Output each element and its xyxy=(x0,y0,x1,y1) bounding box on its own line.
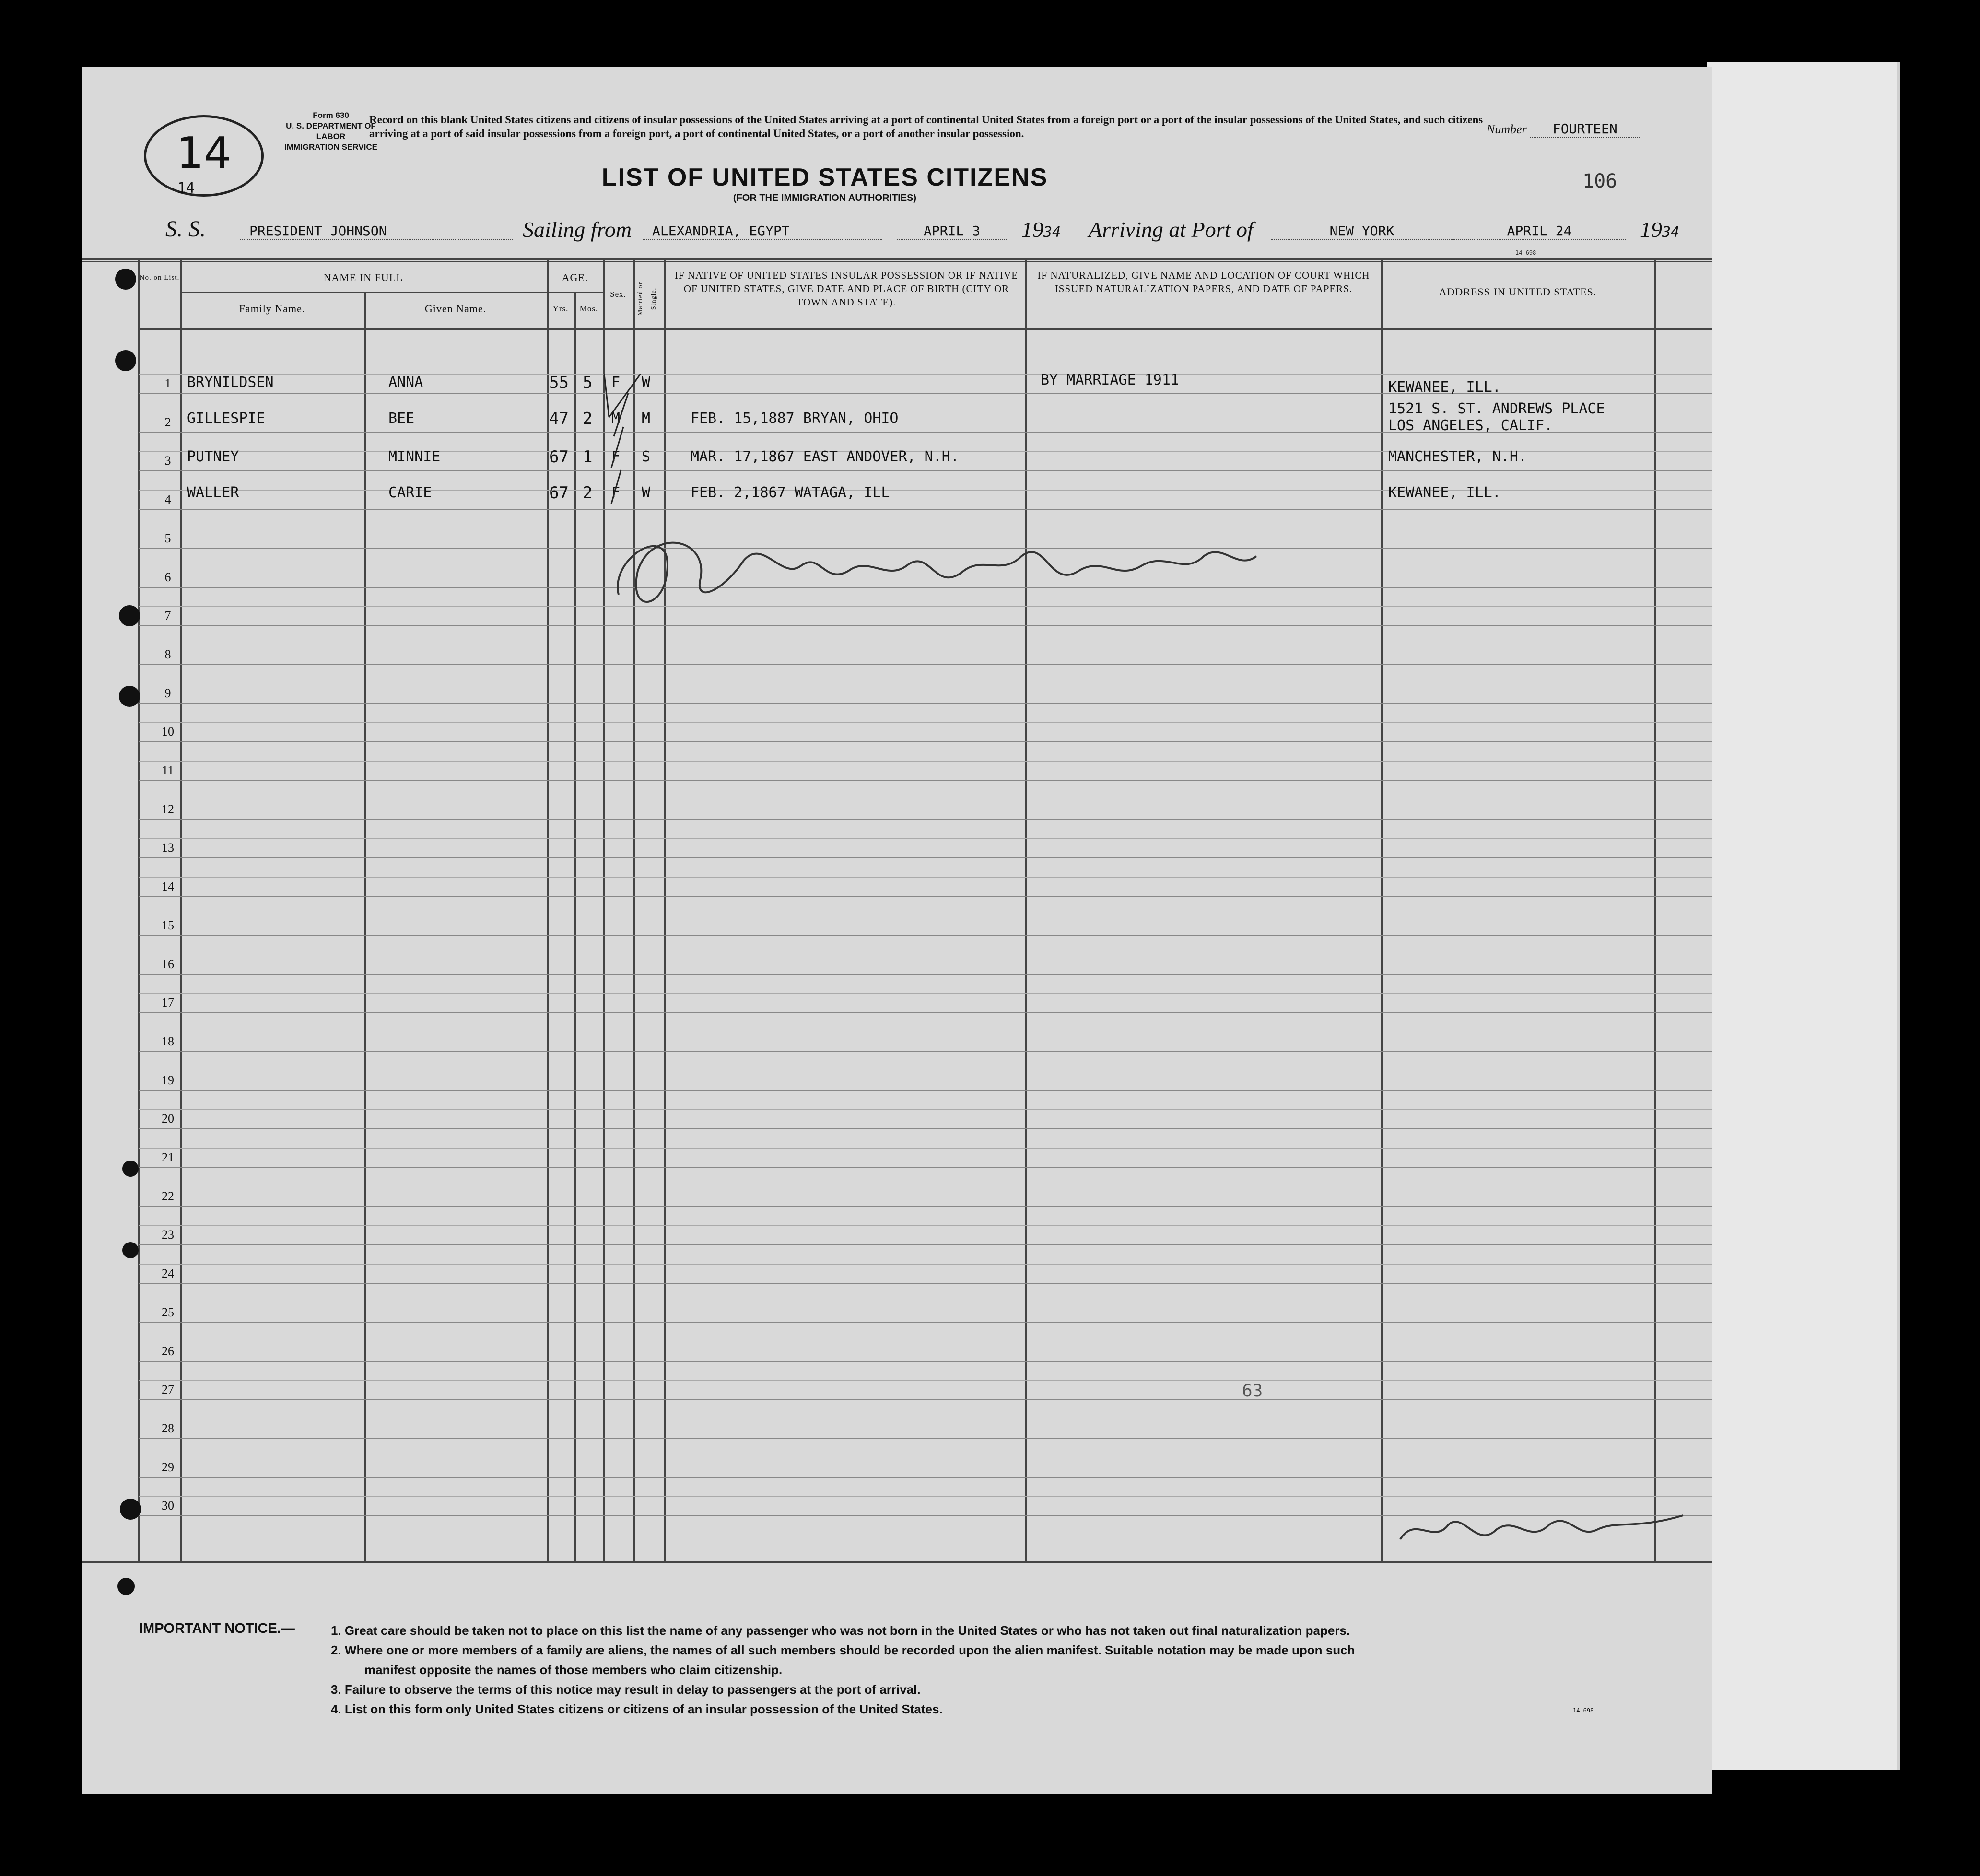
sailing-label: Sailing from xyxy=(523,217,632,242)
table-bottom-border xyxy=(82,1561,1712,1563)
binder-hole xyxy=(120,1499,141,1520)
row-rule xyxy=(139,1283,1712,1284)
row-rule xyxy=(139,1051,1712,1052)
departure-date: APRIL 3 xyxy=(897,223,1007,240)
row-rule xyxy=(139,703,1712,704)
underlying-page xyxy=(1707,62,1899,1770)
notice-label: IMPORTANT NOTICE.— xyxy=(139,1621,295,1636)
row-number: 29 xyxy=(162,1460,174,1474)
row-rule xyxy=(139,1438,1712,1439)
row-number: 16 xyxy=(162,957,174,971)
row-number: 20 xyxy=(162,1112,174,1126)
row-number: 24 xyxy=(162,1266,174,1281)
arrival-year xyxy=(1640,217,1679,242)
family-name: GILLESPIE xyxy=(187,410,265,427)
arriving-label: Arriving at Port of xyxy=(1089,217,1254,242)
col-divider xyxy=(1654,258,1656,1562)
birth-details: MAR. 17,1867 EAST ANDOVER, N.H. xyxy=(691,448,959,465)
sex: M xyxy=(611,410,621,427)
header-address: ADDRESS IN UNITED STATES. xyxy=(1439,286,1597,298)
address: 1521 S. ST. ANDREWS PLACE xyxy=(1388,400,1605,417)
given-name: BEE xyxy=(388,410,415,427)
row-number: 13 xyxy=(162,841,174,855)
row-number: 21 xyxy=(162,1150,174,1164)
sex: F xyxy=(611,484,621,501)
row-number: 6 xyxy=(164,570,171,584)
row-rule xyxy=(139,741,1712,742)
notice-item-3: 3. Failure to observe the terms of this notice may result in delay to passengers at the port of arrival. xyxy=(331,1682,921,1697)
row-number: 25 xyxy=(162,1305,174,1319)
form-number: Form 630 xyxy=(313,111,349,120)
header-years: Yrs. xyxy=(552,304,569,313)
row-subrule xyxy=(139,1264,1712,1265)
row-subrule xyxy=(139,1225,1712,1226)
given-name: ANNA xyxy=(388,374,423,391)
row-subrule xyxy=(139,993,1712,994)
row-rule xyxy=(139,625,1712,626)
col-divider xyxy=(574,293,576,1563)
row-number: 12 xyxy=(162,802,174,816)
family-name: PUTNEY xyxy=(187,448,239,465)
departure-year-suffix: 34 xyxy=(1043,224,1061,241)
row-number: 28 xyxy=(162,1421,174,1435)
number-value: FOURTEEN xyxy=(1530,121,1640,138)
departure-year-prefix: 19 xyxy=(1021,217,1043,242)
marital-status: M xyxy=(642,410,651,427)
row-subrule xyxy=(139,838,1712,839)
birth-details: FEB. 15,1887 BRYAN, OHIO xyxy=(691,410,899,427)
department-name: U. S. DEPARTMENT OF LABOR xyxy=(286,121,376,141)
row-rule xyxy=(139,1244,1712,1245)
row-number: 14 xyxy=(162,879,174,894)
age-months: 1 xyxy=(583,447,593,467)
age-months: 2 xyxy=(583,483,593,503)
col-divider xyxy=(547,258,549,1562)
header-given-name: Given Name. xyxy=(424,303,487,315)
row-number: 27 xyxy=(162,1383,174,1397)
row-subrule xyxy=(139,1148,1712,1149)
header-name-in-full: NAME IN FULL xyxy=(323,271,403,283)
given-name: MINNIE xyxy=(388,448,441,465)
birth-details: FEB. 2,1867 WATAGA, ILL xyxy=(691,484,890,501)
number-label: Number xyxy=(1487,122,1527,136)
binder-hole xyxy=(119,686,140,707)
row-subrule xyxy=(139,722,1712,723)
row-rule xyxy=(139,1322,1712,1323)
notice-item-1: 1. Great care should be taken not to place on this list the name of any passenger who was not born in the United States or who has not taken out final naturalization papers. xyxy=(331,1623,1350,1638)
row-rule xyxy=(139,780,1712,781)
age-subheader-line xyxy=(547,292,603,293)
binder-hole xyxy=(115,269,136,290)
header-naturalization: IF NATURALIZED, GIVE NAME AND LOCATION OF COURT WHICH ISSUED NATURALIZATION PAPERS, AND DATE OF PAPERS. xyxy=(1037,270,1370,294)
notice-item-4: 4. List on this form only United States citizens or citizens of an insular possession of the United States. xyxy=(331,1702,943,1716)
departure-port: ALEXANDRIA, EGYPT xyxy=(643,223,882,240)
naturalization-details: BY MARRIAGE 1911 xyxy=(1041,372,1179,388)
sex: F xyxy=(611,374,621,391)
row-rule xyxy=(139,470,1712,471)
row-number: 18 xyxy=(162,1034,174,1048)
family-name: BRYNILDSEN xyxy=(187,374,274,391)
circled-page-number: 14 xyxy=(144,115,264,197)
row-subrule xyxy=(139,1380,1712,1381)
row-rule xyxy=(139,1477,1712,1478)
service-name: IMMIGRATION SERVICE xyxy=(284,142,377,152)
address-line-2: LOS ANGELES, CALIF. xyxy=(1388,417,1553,434)
row-rule xyxy=(139,819,1712,820)
table-top-border xyxy=(82,258,1712,260)
row-number: 5 xyxy=(164,531,171,545)
arrival-year-prefix: 19 xyxy=(1640,217,1662,242)
table-top-border-inner xyxy=(82,261,1712,262)
col-divider xyxy=(1381,258,1383,1562)
row-number: 9 xyxy=(164,686,171,700)
print-code-top: 14—698 xyxy=(1515,249,1536,256)
notice-items xyxy=(331,1621,1698,1719)
age-years: 47 xyxy=(549,409,569,428)
row-rule xyxy=(139,1399,1712,1400)
header-age: AGE. xyxy=(562,271,588,283)
row-rule xyxy=(139,1167,1712,1168)
inspector-signature xyxy=(599,499,1367,623)
binder-hole xyxy=(119,605,140,626)
notice-item-2-continued: manifest opposite the names of those members who claim citizenship. xyxy=(364,1663,783,1677)
form-instructions: Record on this blank United States citizens and citizens of insular possessions of the United States arriving at a port of continental United States from a foreign port or a port of the insular possessions of the United States, and such citizens arriving at a port of said insular possessions from a foreign port, a port of continental United States, or a port of another insular possession. xyxy=(369,114,1483,140)
row-number: 1 xyxy=(164,376,171,390)
page-edge xyxy=(1897,62,1900,1770)
age-years: 55 xyxy=(549,373,569,392)
row-rule xyxy=(139,935,1712,936)
row-rule xyxy=(139,857,1712,858)
signature-stroke xyxy=(1400,1515,1683,1539)
binder-hole xyxy=(115,350,136,371)
age-years: 67 xyxy=(549,483,569,503)
notice-item-2: 2. Where one or more members of a family are aliens, the names of all such members should be recorded upon the alien manifest. Suitable notation may be made upon such xyxy=(331,1643,1355,1657)
row-number: 4 xyxy=(164,492,171,507)
row-rule xyxy=(139,664,1712,665)
address: KEWANEE, ILL. xyxy=(1388,379,1501,396)
arrival-date: APRIL 24 xyxy=(1453,223,1626,240)
header-family-name: Family Name. xyxy=(239,303,305,315)
col-divider xyxy=(1025,258,1027,1562)
row-rule xyxy=(139,896,1712,897)
stamp-number: 106 xyxy=(1582,170,1617,192)
row-rule xyxy=(139,1128,1712,1129)
row-subrule xyxy=(139,1109,1712,1110)
arrival-port: NEW YORK xyxy=(1271,223,1453,240)
tick-mark xyxy=(604,374,647,417)
page-title: LIST OF UNITED STATES CITIZENS xyxy=(601,164,1048,191)
row-number: 15 xyxy=(162,918,174,932)
row-number: 10 xyxy=(162,725,174,739)
row-number: 8 xyxy=(164,647,171,661)
header-birth: IF NATIVE OF UNITED STATES INSULAR POSSESSION OR IF NATIVE OF UNITED STATES, GIVE DATE AND PLACE OF BIRTH (CITY OR TOWN AND STATE). xyxy=(674,270,1019,308)
marital-status: S xyxy=(642,448,651,465)
row-subrule xyxy=(139,374,1712,375)
row-rule xyxy=(139,1012,1712,1013)
header-no: No. on List. xyxy=(139,274,180,281)
marital-status: W xyxy=(642,484,651,501)
row-number: 11 xyxy=(162,763,174,777)
name-subheader-line xyxy=(180,292,547,293)
officer-signature xyxy=(1395,1496,1707,1559)
binder-hole xyxy=(122,1161,139,1177)
row-number: 26 xyxy=(162,1344,174,1358)
row-number: 30 xyxy=(162,1499,174,1513)
row-subrule xyxy=(139,761,1712,762)
departure-year xyxy=(1021,217,1061,242)
row-rule xyxy=(139,1090,1712,1091)
row-subrule xyxy=(139,877,1712,878)
list-number xyxy=(1487,121,1640,138)
header-bottom-border xyxy=(139,328,1712,330)
row-number: 22 xyxy=(162,1189,174,1203)
row-number: 7 xyxy=(164,609,171,623)
given-name: CARIE xyxy=(388,484,432,501)
row-number: 2 xyxy=(164,415,171,429)
stamp-number-63: 63 xyxy=(1242,1381,1263,1401)
col-divider xyxy=(364,293,366,1563)
marital-status: W xyxy=(642,374,651,391)
arrival-year-suffix: 34 xyxy=(1662,224,1680,241)
ship-name: PRESIDENT JOHNSON xyxy=(240,223,513,240)
row-rule xyxy=(139,1206,1712,1207)
age-months: 2 xyxy=(583,409,593,428)
address: KEWANEE, ILL. xyxy=(1388,484,1501,501)
ss-label: S. S. xyxy=(165,216,206,242)
family-name: WALLER xyxy=(187,484,239,501)
row-number: 23 xyxy=(162,1228,174,1242)
header-months: Mos. xyxy=(579,304,598,313)
binder-hole xyxy=(117,1578,135,1595)
row-number: 3 xyxy=(164,454,171,468)
print-code-bottom: 14—698 xyxy=(1573,1707,1594,1714)
age-years: 67 xyxy=(549,447,569,467)
manifest-page xyxy=(82,67,1712,1794)
tick-mark xyxy=(611,427,623,468)
header-marital: Married or Single. xyxy=(637,281,657,316)
row-rule xyxy=(139,974,1712,975)
row-rule xyxy=(139,1361,1712,1362)
page-mark: 14 xyxy=(177,180,195,197)
binder-hole xyxy=(122,1242,139,1258)
address: MANCHESTER, N.H. xyxy=(1388,448,1527,465)
row-number: 19 xyxy=(162,1073,174,1087)
row-number: 17 xyxy=(162,996,174,1010)
header-sex: Sex. xyxy=(610,290,626,299)
age-months: 5 xyxy=(583,373,593,392)
signature-stroke xyxy=(618,543,1256,602)
page-subtitle: (FOR THE IMMIGRATION AUTHORITIES) xyxy=(733,193,917,203)
sex: F xyxy=(611,448,621,465)
